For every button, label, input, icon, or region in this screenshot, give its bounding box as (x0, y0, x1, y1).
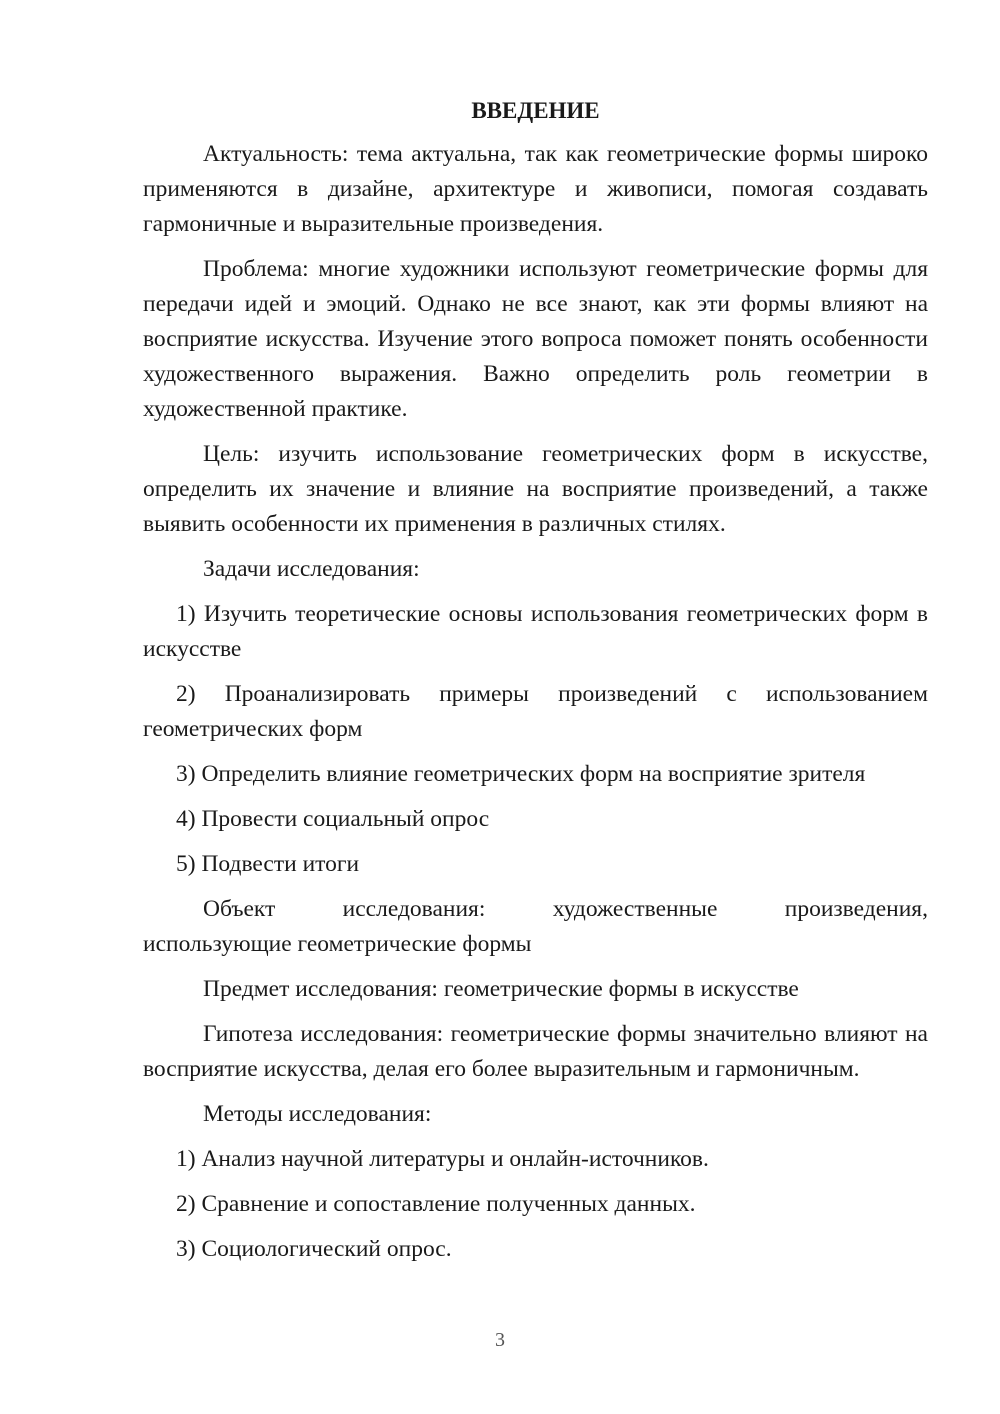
page-number: 3 (495, 1329, 505, 1351)
task-item-2: 2) Проанализировать примеры произведений с использованием геометрических форм (143, 681, 928, 742)
tasks-heading: Задачи исследования: (203, 556, 420, 582)
object-first-line (143, 892, 928, 927)
method-item-1: 1) Анализ научной литературы и онлайн-источников. (176, 1146, 709, 1172)
methods-heading: Методы исследования: (203, 1101, 432, 1127)
relevance-paragraph: Актуальность: тема актуальна, так как геометрические формы широко применяются в дизайне, архитектуре и живописи, помогая создавать гармоничные и выразительные произведения. (143, 141, 928, 237)
problem-paragraph: Проблема: многие художники используют геометрические формы для передачи идей и эмоций. Однако не все знают, как эти формы влияют на восприятие искусства. Изучение этого вопроса поможет понять особенности художественного выражения. Важно определить роль геометрии в художественной практике. (143, 256, 928, 422)
method-item-3: 3) Социологический опрос. (176, 1236, 452, 1262)
section-heading: ВВЕДЕНИЕ (471, 98, 600, 123)
subject-paragraph: Предмет исследования: геометрические формы в искусстве (203, 976, 799, 1002)
object-word-3: художественные (552, 896, 718, 922)
task-item-5: 5) Подвести итоги (176, 851, 360, 877)
page-content (143, 93, 928, 1277)
object-paragraph (143, 892, 928, 962)
method-item-2: 2) Сравнение и сопоставление полученных данных. (176, 1191, 696, 1217)
object-word-4: произведения, (784, 896, 928, 922)
hypothesis-paragraph: Гипотеза исследования: геометрические формы значительно влияют на восприятие искусства, делая его более выразительным и гармоничным. (143, 1021, 928, 1082)
object-word-2: исследования: (342, 896, 486, 922)
goal-paragraph: Цель: изучить использование геометрических форм в искусстве, определить их значение и влияние на восприятие произведений, а также выявить особенности их применения в различных стилях. (143, 441, 928, 537)
task-item-4: 4) Провести социальный опрос (176, 806, 490, 832)
object-word-1: Объект (203, 896, 276, 922)
object-continuation: использующие геометрические формы (143, 931, 532, 957)
task-item-3: 3) Определить влияние геометрических форм на восприятие зрителя (176, 761, 866, 787)
task-item-1: 1) Изучить теоретические основы использования геометрических форм в искусстве (143, 601, 928, 662)
